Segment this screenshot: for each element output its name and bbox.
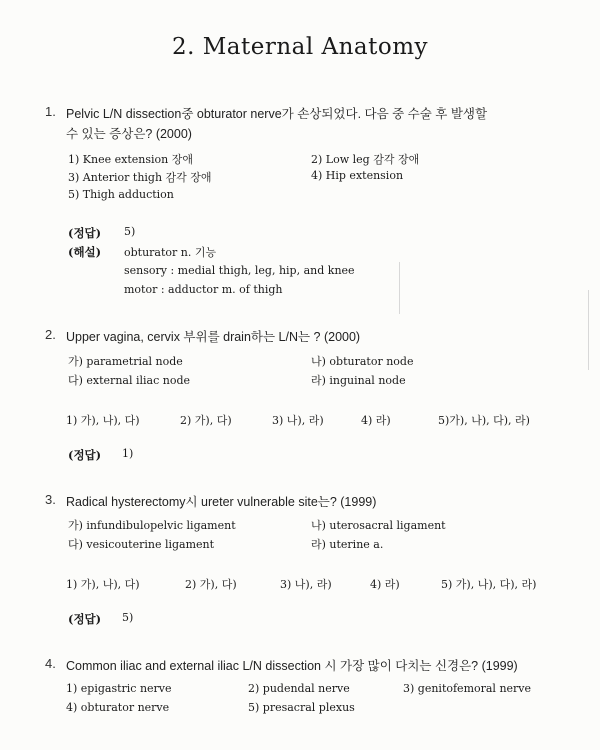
choice: 5)가), 나), 다), 라) bbox=[438, 414, 530, 427]
option: 4) obturator nerve bbox=[66, 701, 170, 714]
page-title: 2. Maternal Anatomy bbox=[171, 34, 429, 60]
question-text: Upper vagina, cervix 부위를 drain하는 L/N는 ? (2000) bbox=[66, 330, 361, 344]
question-number: 3. bbox=[45, 492, 56, 507]
question-number: 1. bbox=[45, 104, 56, 119]
item: 다) vesicouterine ligament bbox=[68, 538, 215, 551]
scan-mark bbox=[399, 262, 400, 314]
question-number: 2. bbox=[45, 327, 56, 342]
choice: 2) 가), 다) bbox=[180, 414, 232, 427]
question-text: Common iliac and external iliac L/N dissection 시 가장 많이 다치는 신경은? (1999) bbox=[66, 659, 518, 673]
option: 1) epigastric nerve bbox=[66, 682, 172, 695]
item: 나) obturator node bbox=[311, 355, 414, 368]
scan-mark bbox=[588, 290, 589, 370]
item: 다) external iliac node bbox=[68, 374, 191, 387]
explanation-line: sensory : medial thigh, leg, hip, and knee bbox=[124, 264, 355, 277]
item: 나) uterosacral ligament bbox=[311, 519, 446, 532]
option: 2) pudendal nerve bbox=[248, 682, 350, 695]
question-text: 수 있는 증상은? (2000) bbox=[66, 127, 192, 141]
answer-label: (정답) bbox=[68, 448, 102, 462]
explanation-label: (해설) bbox=[68, 245, 102, 259]
explanation-line: motor : adductor m. of thigh bbox=[124, 283, 283, 296]
choice: 1) 가), 나), 다) bbox=[66, 578, 140, 591]
option: 4) Hip extension bbox=[311, 169, 404, 182]
choice: 1) 가), 나), 다) bbox=[66, 414, 140, 427]
choice: 2) 가), 다) bbox=[185, 578, 237, 591]
option: 3) genitofemoral nerve bbox=[403, 682, 532, 695]
explanation-line: obturator n. 기능 bbox=[124, 246, 217, 259]
answer-label: (정답) bbox=[68, 226, 102, 240]
answer-value: 5) bbox=[122, 611, 134, 624]
option: 5) presacral plexus bbox=[248, 701, 355, 714]
question-number: 4. bbox=[45, 656, 56, 671]
item: 라) inguinal node bbox=[311, 374, 406, 387]
item: 라) uterine a. bbox=[311, 538, 384, 551]
answer-label: (정답) bbox=[68, 612, 102, 626]
option: 1) Knee extension 장애 bbox=[68, 153, 193, 166]
choice: 5) 가), 나), 다), 라) bbox=[441, 578, 537, 591]
item: 가) infundibulopelvic ligament bbox=[68, 519, 236, 532]
choice: 4) 라) bbox=[370, 578, 400, 591]
option: 3) Anterior thigh 감각 장애 bbox=[68, 171, 212, 184]
choice: 3) 나), 라) bbox=[280, 578, 332, 591]
item: 가) parametrial node bbox=[68, 355, 183, 368]
option: 5) Thigh adduction bbox=[68, 188, 174, 201]
question-text: Radical hysterectomy시 ureter vulnerable site는? (1999) bbox=[66, 495, 377, 509]
option: 2) Low leg 감각 장애 bbox=[311, 153, 420, 166]
choice: 3) 나), 라) bbox=[272, 414, 324, 427]
choice: 4) 라) bbox=[361, 414, 391, 427]
answer-value: 5) bbox=[124, 225, 136, 238]
answer-value: 1) bbox=[122, 447, 134, 460]
question-text: Pelvic L/N dissection중 obturator nerve가 손상되었다. 다음 중 수술 후 발생할 bbox=[66, 107, 488, 121]
